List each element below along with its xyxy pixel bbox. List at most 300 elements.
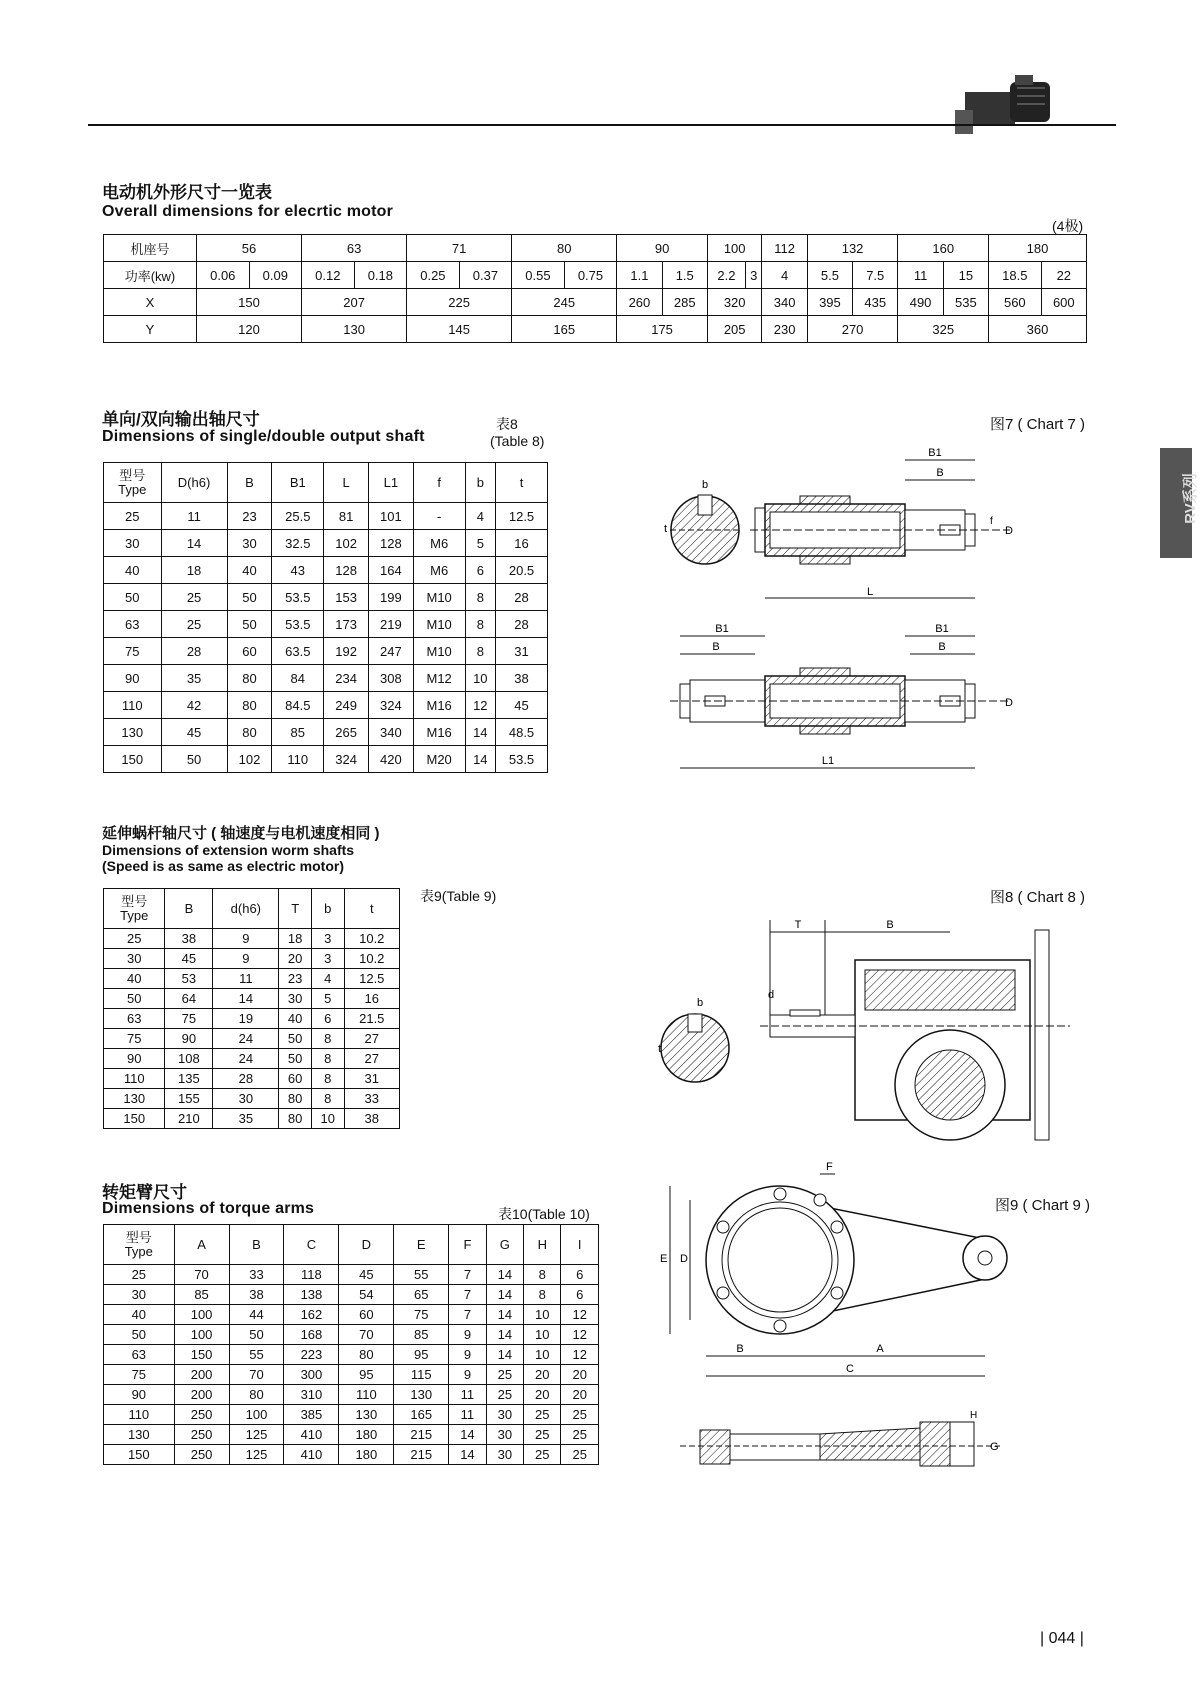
table-cell: 30	[213, 1089, 279, 1109]
table-cell: 80	[279, 1089, 312, 1109]
table-row	[104, 1305, 599, 1325]
table-cell: 38	[496, 665, 548, 692]
table-cell: 10	[524, 1345, 561, 1365]
motor-note: (4极)	[1052, 218, 1084, 234]
header-cell: b	[465, 463, 495, 503]
table-row	[104, 503, 548, 530]
table-cell: 25	[524, 1445, 561, 1465]
table-cell: 385	[284, 1405, 339, 1425]
table-cell: 33	[229, 1265, 284, 1285]
table-cell: 24	[213, 1049, 279, 1069]
table-cell: 90	[104, 1049, 165, 1069]
table-cell: 247	[368, 638, 413, 665]
table-row	[104, 719, 548, 746]
table-cell: 9	[449, 1325, 486, 1345]
power-cell: 18.5	[989, 262, 1042, 289]
table-row	[104, 665, 548, 692]
table-cell: 219	[368, 611, 413, 638]
table-cell: 33	[344, 1089, 399, 1109]
table-cell: 95	[394, 1345, 449, 1365]
chart9-profile	[680, 1410, 1040, 1480]
c7-dim-b1-right: B1	[935, 623, 949, 635]
table-cell: 63	[104, 611, 162, 638]
motor-title-cn: 电动机外形尺寸一览表	[102, 183, 272, 202]
row-label: X	[104, 289, 197, 316]
table-cell: 32.5	[272, 530, 324, 557]
table-cell: 80	[339, 1345, 394, 1365]
table-cell: 153	[324, 584, 369, 611]
table-cell: 35	[213, 1109, 279, 1129]
table-cell: 60	[339, 1305, 394, 1325]
table-cell: 14	[486, 1265, 523, 1285]
table-cell: 11	[161, 503, 227, 530]
table-cell: M10	[413, 638, 465, 665]
table-cell: 53	[165, 969, 213, 989]
table-cell: 10.2	[344, 929, 399, 949]
table-cell: 14	[161, 530, 227, 557]
power-cell: 0.09	[249, 262, 302, 289]
table-cell: 101	[368, 503, 413, 530]
header-cell: 型号 Type	[104, 1225, 175, 1265]
table-cell: 8	[524, 1265, 561, 1285]
y-cell: 325	[898, 316, 989, 343]
table-cell: 85	[272, 719, 324, 746]
table-cell: 25	[524, 1425, 561, 1445]
table-cell: 8	[311, 1029, 344, 1049]
table-cell: 84	[272, 665, 324, 692]
header-cell: C	[284, 1225, 339, 1265]
table-cell: M10	[413, 584, 465, 611]
table-cell: 25	[561, 1445, 599, 1465]
frame-cell: 132	[807, 235, 898, 262]
torque-table-label: 表10(Table 10)	[498, 1206, 590, 1222]
table-cell: 6	[311, 1009, 344, 1029]
table-cell: -	[413, 503, 465, 530]
c7-dim-b-small: b	[701, 479, 709, 491]
table-cell: 150	[104, 1109, 165, 1129]
header-cell: D	[339, 1225, 394, 1265]
frame-cell: 56	[197, 235, 302, 262]
table-cell: 14	[465, 719, 495, 746]
table-cell: 150	[104, 1445, 175, 1465]
y-cell: 120	[197, 316, 302, 343]
table-cell: 25	[104, 1265, 175, 1285]
header-cell: I	[561, 1225, 599, 1265]
y-cell: 270	[807, 316, 898, 343]
shaft-title-en: Dimensions of single/double output shaft	[102, 428, 425, 445]
power-cell: 11	[898, 262, 943, 289]
table-cell: 110	[104, 1069, 165, 1089]
table-cell: 80	[227, 719, 272, 746]
table-cell: 265	[324, 719, 369, 746]
power-cell: 0.18	[354, 262, 407, 289]
header-cell: L1	[368, 463, 413, 503]
table-cell: 45	[165, 949, 213, 969]
motor-icon	[955, 70, 1065, 140]
power-cell: 5.5	[807, 262, 852, 289]
table-cell: 50	[227, 611, 272, 638]
c8-dim-b: B	[886, 919, 894, 931]
table-cell: 162	[284, 1305, 339, 1325]
table-cell: 35	[161, 665, 227, 692]
table-cell: 130	[394, 1385, 449, 1405]
table-cell: 164	[368, 557, 413, 584]
torque-table	[103, 1224, 599, 1465]
header-cell: A	[174, 1225, 229, 1265]
table-cell: 110	[104, 1405, 175, 1425]
table-cell: 100	[174, 1305, 229, 1325]
chart8-label: 图8 ( Chart 8 )	[990, 889, 1086, 906]
header-cell: T	[279, 889, 312, 929]
table-cell: 115	[394, 1365, 449, 1385]
table-cell: 18	[279, 929, 312, 949]
c7-dim-t: t	[664, 523, 668, 535]
table-cell: 130	[104, 1425, 175, 1445]
header-cell: B	[165, 889, 213, 929]
table-row	[104, 1089, 400, 1109]
table-cell: 38	[165, 929, 213, 949]
table-cell: 210	[165, 1109, 213, 1129]
table-row	[104, 989, 400, 1009]
table-cell: 250	[174, 1405, 229, 1425]
table-cell: 9	[449, 1345, 486, 1365]
table-cell: 80	[279, 1109, 312, 1129]
table-cell: 75	[104, 638, 162, 665]
power-cell: 4	[762, 262, 807, 289]
table-cell: 24	[213, 1029, 279, 1049]
y-cell: 360	[989, 316, 1087, 343]
c9-dim-g: G	[990, 1441, 999, 1453]
frame-cell: 71	[407, 235, 512, 262]
table-cell: 192	[324, 638, 369, 665]
table-cell: 40	[104, 1305, 175, 1325]
table-cell: 110	[104, 692, 162, 719]
table-cell: 23	[279, 969, 312, 989]
table-cell: 25	[104, 503, 162, 530]
table-row	[104, 969, 400, 989]
table-cell: 8	[465, 584, 495, 611]
table-cell: 5	[311, 989, 344, 1009]
x-cell: 535	[943, 289, 988, 316]
table-cell: 55	[394, 1265, 449, 1285]
table-cell: 11	[213, 969, 279, 989]
c9-dim-a: A	[876, 1343, 884, 1355]
table-cell: 14	[465, 746, 495, 773]
table-cell: 16	[344, 989, 399, 1009]
table-cell: 25	[561, 1425, 599, 1445]
table-cell: 75	[104, 1029, 165, 1049]
c7-dim-d: D	[1005, 525, 1013, 537]
x-cell: 225	[407, 289, 512, 316]
table-cell: 50	[279, 1049, 312, 1069]
y-cell: 165	[512, 316, 617, 343]
table-cell: 199	[368, 584, 413, 611]
worm-table-label: 表9(Table 9)	[420, 888, 497, 904]
table-row	[104, 1069, 400, 1089]
table-row	[104, 557, 548, 584]
table-cell: 180	[339, 1425, 394, 1445]
c8-dim-t: T	[794, 919, 802, 931]
row-label: Y	[104, 316, 197, 343]
table-cell: 38	[344, 1109, 399, 1129]
table-cell: 6	[561, 1285, 599, 1305]
row-label: 功率(kw)	[104, 262, 197, 289]
header-rule	[88, 124, 1116, 126]
table-cell: 12	[561, 1345, 599, 1365]
table-cell: 300	[284, 1365, 339, 1385]
table-cell: 65	[394, 1285, 449, 1305]
page-number: | 044 |	[1040, 1630, 1084, 1647]
table-row	[104, 1109, 400, 1129]
frame-cell: 100	[707, 235, 762, 262]
worm-title-cn: 延伸蜗杆轴尺寸 ( 轴速度与电机速度相同 )	[102, 825, 380, 842]
table-cell: 85	[394, 1325, 449, 1345]
shaft-table-cn: 表8	[496, 416, 518, 432]
table-row	[104, 638, 548, 665]
table-cell: 30	[104, 1285, 175, 1305]
table-row	[104, 1425, 599, 1445]
table-cell: 125	[229, 1425, 284, 1445]
x-cell: 207	[302, 289, 407, 316]
table-cell: 215	[394, 1445, 449, 1465]
table-cell: 50	[161, 746, 227, 773]
table-cell: M16	[413, 719, 465, 746]
table-cell: 10	[311, 1109, 344, 1129]
table-cell: M20	[413, 746, 465, 773]
table-cell: 90	[104, 665, 162, 692]
table-cell: 64	[165, 989, 213, 1009]
c9-dim-c: C	[846, 1363, 854, 1375]
y-cell: 205	[707, 316, 762, 343]
table-cell: 25	[161, 611, 227, 638]
table-cell: 118	[284, 1265, 339, 1285]
table-cell: 130	[104, 719, 162, 746]
table-cell: 200	[174, 1365, 229, 1385]
table-row	[104, 1265, 599, 1285]
table-cell: 155	[165, 1089, 213, 1109]
table-cell: 44	[229, 1305, 284, 1325]
table-cell: 6	[561, 1265, 599, 1285]
table-row	[104, 1365, 599, 1385]
table-cell: 110	[272, 746, 324, 773]
table-cell: 9	[213, 929, 279, 949]
table-cell: 75	[394, 1305, 449, 1325]
table-cell: 10.2	[344, 949, 399, 969]
table-row	[104, 1405, 599, 1425]
c8-dim-t-small: t	[658, 1043, 662, 1055]
table-cell: 28	[161, 638, 227, 665]
table-cell: 173	[324, 611, 369, 638]
table-cell: 50	[229, 1325, 284, 1345]
table-cell: 40	[227, 557, 272, 584]
table-row	[104, 1345, 599, 1365]
table-cell: 308	[368, 665, 413, 692]
header-cell: d(h6)	[213, 889, 279, 929]
table-cell: 75	[165, 1009, 213, 1029]
table-cell: 410	[284, 1445, 339, 1465]
header-cell: L	[324, 463, 369, 503]
table-cell: 43	[272, 557, 324, 584]
table-cell: M6	[413, 530, 465, 557]
power-cell: 0.06	[197, 262, 250, 289]
table-cell: 4	[465, 503, 495, 530]
table-cell: 30	[486, 1425, 523, 1445]
chart7-label: 图7 ( Chart 7 )	[990, 416, 1086, 433]
table-cell: 128	[324, 557, 369, 584]
table-cell: 130	[104, 1089, 165, 1109]
table-cell: 84.5	[272, 692, 324, 719]
x-cell: 320	[707, 289, 762, 316]
table-cell: 7	[449, 1305, 486, 1325]
table-cell: 102	[227, 746, 272, 773]
c9-dim-b: B	[736, 1343, 744, 1355]
header-cell: t	[496, 463, 548, 503]
table-cell: 128	[368, 530, 413, 557]
motor-title-en: Overall dimensions for elecrtic motor	[102, 203, 394, 220]
c7-dim-f: f	[990, 516, 993, 527]
c7-dim-b1: B1	[928, 447, 942, 459]
table-cell: 6	[465, 557, 495, 584]
table-cell: 25	[524, 1405, 561, 1425]
table-cell: 80	[227, 692, 272, 719]
table-cell: 31	[496, 638, 548, 665]
table-cell: 8	[311, 1049, 344, 1069]
table-row	[104, 1385, 599, 1405]
table-cell: 100	[229, 1405, 284, 1425]
table-cell: 138	[284, 1285, 339, 1305]
table-cell: 30	[486, 1445, 523, 1465]
table-cell: 40	[104, 557, 162, 584]
table-cell: 340	[368, 719, 413, 746]
table-cell: 60	[279, 1069, 312, 1089]
frame-cell: 112	[762, 235, 807, 262]
c7-dim-l: L	[866, 586, 874, 598]
motor-table	[103, 234, 1087, 343]
c9-dim-f: F	[826, 1161, 833, 1173]
x-cell: 490	[898, 289, 943, 316]
table-row	[104, 929, 400, 949]
table-cell: 53.5	[496, 746, 548, 773]
table-cell: 3	[311, 929, 344, 949]
table-row	[104, 692, 548, 719]
table-row	[104, 1009, 400, 1029]
torque-title-cn: 转矩臂尺寸	[102, 1183, 187, 1202]
table-cell: 108	[165, 1049, 213, 1069]
table-cell: 249	[324, 692, 369, 719]
power-cell: 15	[943, 262, 988, 289]
y-cell: 230	[762, 316, 807, 343]
table-cell: 100	[174, 1325, 229, 1345]
table-cell: 40	[279, 1009, 312, 1029]
table-cell: 10	[524, 1305, 561, 1325]
table-cell: 50	[227, 584, 272, 611]
table-cell: M6	[413, 557, 465, 584]
table-cell: 95	[339, 1365, 394, 1385]
table-cell: 7	[449, 1285, 486, 1305]
table-cell: 150	[174, 1345, 229, 1365]
table-cell: 30	[104, 530, 162, 557]
table-cell: 28	[496, 584, 548, 611]
x-cell: 395	[807, 289, 852, 316]
table-row	[104, 1029, 400, 1049]
table-cell: 18	[161, 557, 227, 584]
y-cell: 145	[407, 316, 512, 343]
table-cell: 50	[104, 1325, 175, 1345]
table-cell: 8	[465, 638, 495, 665]
table-cell: 135	[165, 1069, 213, 1089]
c7-dim-b-left: B	[712, 641, 720, 653]
table-cell: 54	[339, 1285, 394, 1305]
side-tab: RV系列	[1160, 448, 1192, 558]
table-cell: 20.5	[496, 557, 548, 584]
header-cell: B	[229, 1225, 284, 1265]
table-cell: 28	[496, 611, 548, 638]
table-cell: 48.5	[496, 719, 548, 746]
power-cell: 0.37	[459, 262, 512, 289]
table-cell: 110	[339, 1385, 394, 1405]
table-row	[104, 1285, 599, 1305]
c9-dim-e: E	[660, 1253, 668, 1265]
table-cell: 40	[104, 969, 165, 989]
header-cell: b	[311, 889, 344, 929]
table-cell: 14	[213, 989, 279, 1009]
worm-table	[103, 888, 400, 1129]
header-cell: E	[394, 1225, 449, 1265]
frame-cell: 180	[989, 235, 1087, 262]
table-cell: 324	[368, 692, 413, 719]
header-cell: D(h6)	[161, 463, 227, 503]
power-cell: 2.2	[707, 262, 745, 289]
table-cell: 55	[229, 1345, 284, 1365]
table-cell: 25	[104, 929, 165, 949]
chart9-label: 图9 ( Chart 9 )	[995, 1197, 1091, 1214]
table-row	[104, 1445, 599, 1465]
table-cell: 85	[174, 1285, 229, 1305]
power-cell: 7.5	[853, 262, 898, 289]
table-cell: 215	[394, 1425, 449, 1445]
table-cell: 70	[229, 1365, 284, 1385]
table-cell: 130	[339, 1405, 394, 1425]
chart8-drawing	[650, 910, 1080, 1140]
header-cell: B1	[272, 463, 324, 503]
header-cell: t	[344, 889, 399, 929]
table-cell: 25	[161, 584, 227, 611]
x-cell: 150	[197, 289, 302, 316]
y-cell: 175	[617, 316, 708, 343]
frame-cell: 160	[898, 235, 989, 262]
table-cell: 25	[561, 1405, 599, 1425]
table-cell: 25.5	[272, 503, 324, 530]
table-cell: M12	[413, 665, 465, 692]
table-cell: 14	[449, 1445, 486, 1465]
torque-title-en: Dimensions of torque arms	[102, 1200, 315, 1217]
table-cell: 180	[339, 1445, 394, 1465]
table-cell: 31	[344, 1069, 399, 1089]
chart7-drawing	[660, 440, 1060, 780]
table-cell: 21.5	[344, 1009, 399, 1029]
row-label: 机座号	[104, 235, 197, 262]
table-cell: 53.5	[272, 584, 324, 611]
table-cell: 8	[311, 1089, 344, 1109]
header-cell: B	[227, 463, 272, 503]
table-cell: 250	[174, 1445, 229, 1465]
table-cell: 20	[561, 1385, 599, 1405]
header-cell: 型号 Type	[104, 463, 162, 503]
table-cell: 27	[344, 1049, 399, 1069]
shaft-table-en: (Table 8)	[490, 433, 545, 449]
table-cell: 14	[486, 1345, 523, 1365]
table-row	[104, 530, 548, 557]
